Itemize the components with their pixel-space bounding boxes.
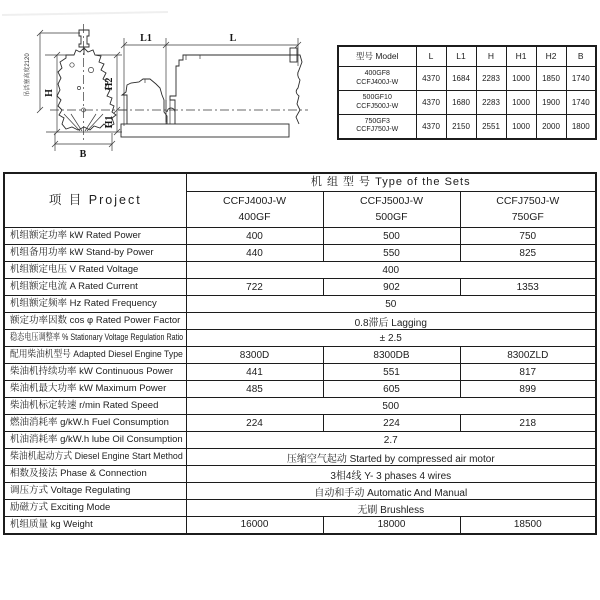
- dim-model-cell: 400GF8 CCFJ400J-W: [338, 67, 416, 91]
- spec-row: [4, 381, 596, 398]
- dim-value-cell: 2283: [476, 67, 506, 91]
- dim-value-cell: 1000: [506, 115, 536, 139]
- dim-value-cell: 1850: [536, 67, 566, 91]
- spec-label-cell: 柴油机标定转速 r/min Rated Speed: [4, 398, 186, 415]
- model-header-cell: CCFJ400J-W 400GF: [186, 192, 323, 228]
- spec-row: [4, 415, 596, 432]
- spec-row: [4, 364, 596, 381]
- spec-value-cell: 899: [460, 381, 596, 398]
- spec-row: [4, 262, 596, 279]
- spec-label-cell: 柴油机起动方式 Diesel Engine Start Method: [4, 449, 186, 466]
- dim-model-cell: 750GF3 CCFJ750J-W: [338, 115, 416, 139]
- dim-value-cell: 1740: [566, 91, 596, 115]
- spec-row: [4, 483, 596, 500]
- spec-value-cell: 218: [460, 415, 596, 432]
- spec-label-cell: 机组额定功率 kW Rated Power: [4, 228, 186, 245]
- spec-value-cell: 224: [323, 415, 460, 432]
- project-header-label: 项 目 Project: [48, 193, 142, 208]
- dim-table-row: [338, 115, 596, 139]
- dim-table-header-row: [338, 46, 596, 67]
- spec-value-cell: 224: [186, 415, 323, 432]
- genset-dimension-drawing: [0, 0, 335, 168]
- dim-col-header: 型号 Model: [338, 46, 416, 67]
- spec-label-cell: 机组额定电流 A Rated Current: [4, 279, 186, 296]
- spec-merged-value-cell: 50: [186, 296, 596, 313]
- spec-merged-value-cell: 2.7: [186, 432, 596, 449]
- dim-col-header: H1: [506, 46, 536, 67]
- spec-value-cell: 1353: [460, 279, 596, 296]
- spec-label-cell: 机组质量 kg Weight: [4, 517, 186, 534]
- model-header-cell: CCFJ500J-W 500GF: [323, 192, 460, 228]
- spec-row: [4, 313, 596, 330]
- spec-value-cell: 18500: [460, 517, 596, 534]
- dim-label-l1: L1: [140, 33, 152, 44]
- spec-label-cell: 相数及接法 Phase & Connection: [4, 466, 186, 483]
- spec-label-cell: 机油消耗率 g/kW.h lube Oil Consumption: [4, 432, 186, 449]
- dim-col-header: L: [416, 46, 446, 67]
- spec-label-cell: 机组额定频率 Hz Rated Frequency: [4, 296, 186, 313]
- dim-col-header: H: [476, 46, 506, 67]
- drawing-lift-height-note: 吊活塞高度2120: [25, 53, 31, 97]
- spec-value-cell: 825: [460, 245, 596, 262]
- spec-label-cell: 燃油消耗率 g/kW.h Fuel Consumption: [4, 415, 186, 432]
- spec-value-cell: 605: [323, 381, 460, 398]
- spec-row: [4, 432, 596, 449]
- dim-label-b: B: [79, 149, 87, 160]
- spec-label-cell: 配用柴油机型号 Adapted Diesel Engine Type: [4, 347, 186, 364]
- project-header-cell: [4, 173, 186, 228]
- spec-row: [4, 500, 596, 517]
- spec-header-row-1: [4, 173, 596, 192]
- type-of-sets-header-cell: [186, 173, 596, 192]
- spec-label-cell: 额定功率因数 cos φ Rated Power Factor: [4, 313, 186, 330]
- spec-label-cell: 柴油机持续功率 kW Continuous Power: [4, 364, 186, 381]
- spec-value-cell: 551: [323, 364, 460, 381]
- dim-table-row: [338, 91, 596, 115]
- dim-value-cell: 4370: [416, 91, 446, 115]
- spec-value-cell: 8300DB: [323, 347, 460, 364]
- spec-label-cell: 调压方式 Voltage Regulating: [4, 483, 186, 500]
- dim-col-header: B: [566, 46, 596, 67]
- spec-value-cell: 440: [186, 245, 323, 262]
- spec-label-cell: 稳态电压调整率 % Stationary Voltage Regulation Ratio: [4, 330, 186, 347]
- dim-col-header: L1: [446, 46, 476, 67]
- spec-value-cell: 400: [186, 228, 323, 245]
- dim-col-header: H2: [536, 46, 566, 67]
- spec-merged-value-cell: 3相4线 Y- 3 phases 4 wires: [186, 466, 596, 483]
- dim-value-cell: 1000: [506, 91, 536, 115]
- dim-value-cell: 1800: [566, 115, 596, 139]
- dim-value-cell: 2000: [536, 115, 566, 139]
- spec-row: [4, 296, 596, 313]
- spec-row: [4, 245, 596, 262]
- spec-value-cell: 722: [186, 279, 323, 296]
- spec-value-cell: 8300D: [186, 347, 323, 364]
- spec-value-cell: 550: [323, 245, 460, 262]
- dim-table-row: [338, 67, 596, 91]
- spec-row: [4, 228, 596, 245]
- spec-value-cell: 8300ZLD: [460, 347, 596, 364]
- spec-label-cell: 机组备用功率 kW Stand-by Power: [4, 245, 186, 262]
- dim-model-cell: 500GF10 CCFJ500J-W: [338, 91, 416, 115]
- spec-value-cell: 902: [323, 279, 460, 296]
- dim-label-h: H: [44, 89, 55, 97]
- spec-label-cell: 励磁方式 Exciting Mode: [4, 500, 186, 517]
- spec-merged-value-cell: 500: [186, 398, 596, 415]
- spec-merged-value-cell: 自动和手动 Automatic And Manual: [186, 483, 596, 500]
- dim-value-cell: 4370: [416, 115, 446, 139]
- spec-label-cell: 机组额定电压 V Rated Voltage: [4, 262, 186, 279]
- spec-value-cell: 441: [186, 364, 323, 381]
- type-of-sets-label: 机 组 型 号 Type of the Sets: [310, 176, 471, 189]
- dim-value-cell: 1740: [566, 67, 596, 91]
- spec-row: [4, 279, 596, 296]
- side-view: [118, 33, 308, 137]
- spec-value-cell: 18000: [323, 517, 460, 534]
- spec-value-cell: 817: [460, 364, 596, 381]
- model-header-cell: CCFJ750J-W 750GF: [460, 192, 596, 228]
- dim-value-cell: 4370: [416, 67, 446, 91]
- dim-value-cell: 1684: [446, 67, 476, 91]
- specifications-table: [3, 172, 597, 535]
- dim-value-cell: 1900: [536, 91, 566, 115]
- spec-row: [4, 517, 596, 534]
- scan-artifact: [2, 12, 168, 15]
- spec-value-cell: 500: [323, 228, 460, 245]
- spec-row: [4, 330, 596, 347]
- dim-value-cell: 1680: [446, 91, 476, 115]
- dim-value-cell: 1000: [506, 67, 536, 91]
- dim-label-l: L: [229, 33, 237, 44]
- spec-value-cell: 16000: [186, 517, 323, 534]
- spec-merged-value-cell: 压缩空气起动 Started by compressed air motor: [186, 449, 596, 466]
- dim-label-h2: H2: [104, 77, 115, 91]
- spec-row: [4, 449, 596, 466]
- spec-label-cell: 柴油机最大功率 kW Maximum Power: [4, 381, 186, 398]
- spec-merged-value-cell: ± 2.5: [186, 330, 596, 347]
- spec-merged-value-cell: 无刷 Brushless: [186, 500, 596, 517]
- dim-value-cell: 2150: [446, 115, 476, 139]
- spec-row: [4, 466, 596, 483]
- model-dimensions-table: [337, 45, 597, 140]
- spec-value-cell: 485: [186, 381, 323, 398]
- spec-merged-value-cell: 400: [186, 262, 596, 279]
- spec-value-cell: 750: [460, 228, 596, 245]
- dim-value-cell: 2551: [476, 115, 506, 139]
- spec-row: [4, 347, 596, 364]
- dim-label-h1: H1: [104, 115, 115, 129]
- end-view: [23, 24, 128, 160]
- spec-row: [4, 398, 596, 415]
- dim-value-cell: 2283: [476, 91, 506, 115]
- spec-merged-value-cell: 0.8滞后 Lagging: [186, 313, 596, 330]
